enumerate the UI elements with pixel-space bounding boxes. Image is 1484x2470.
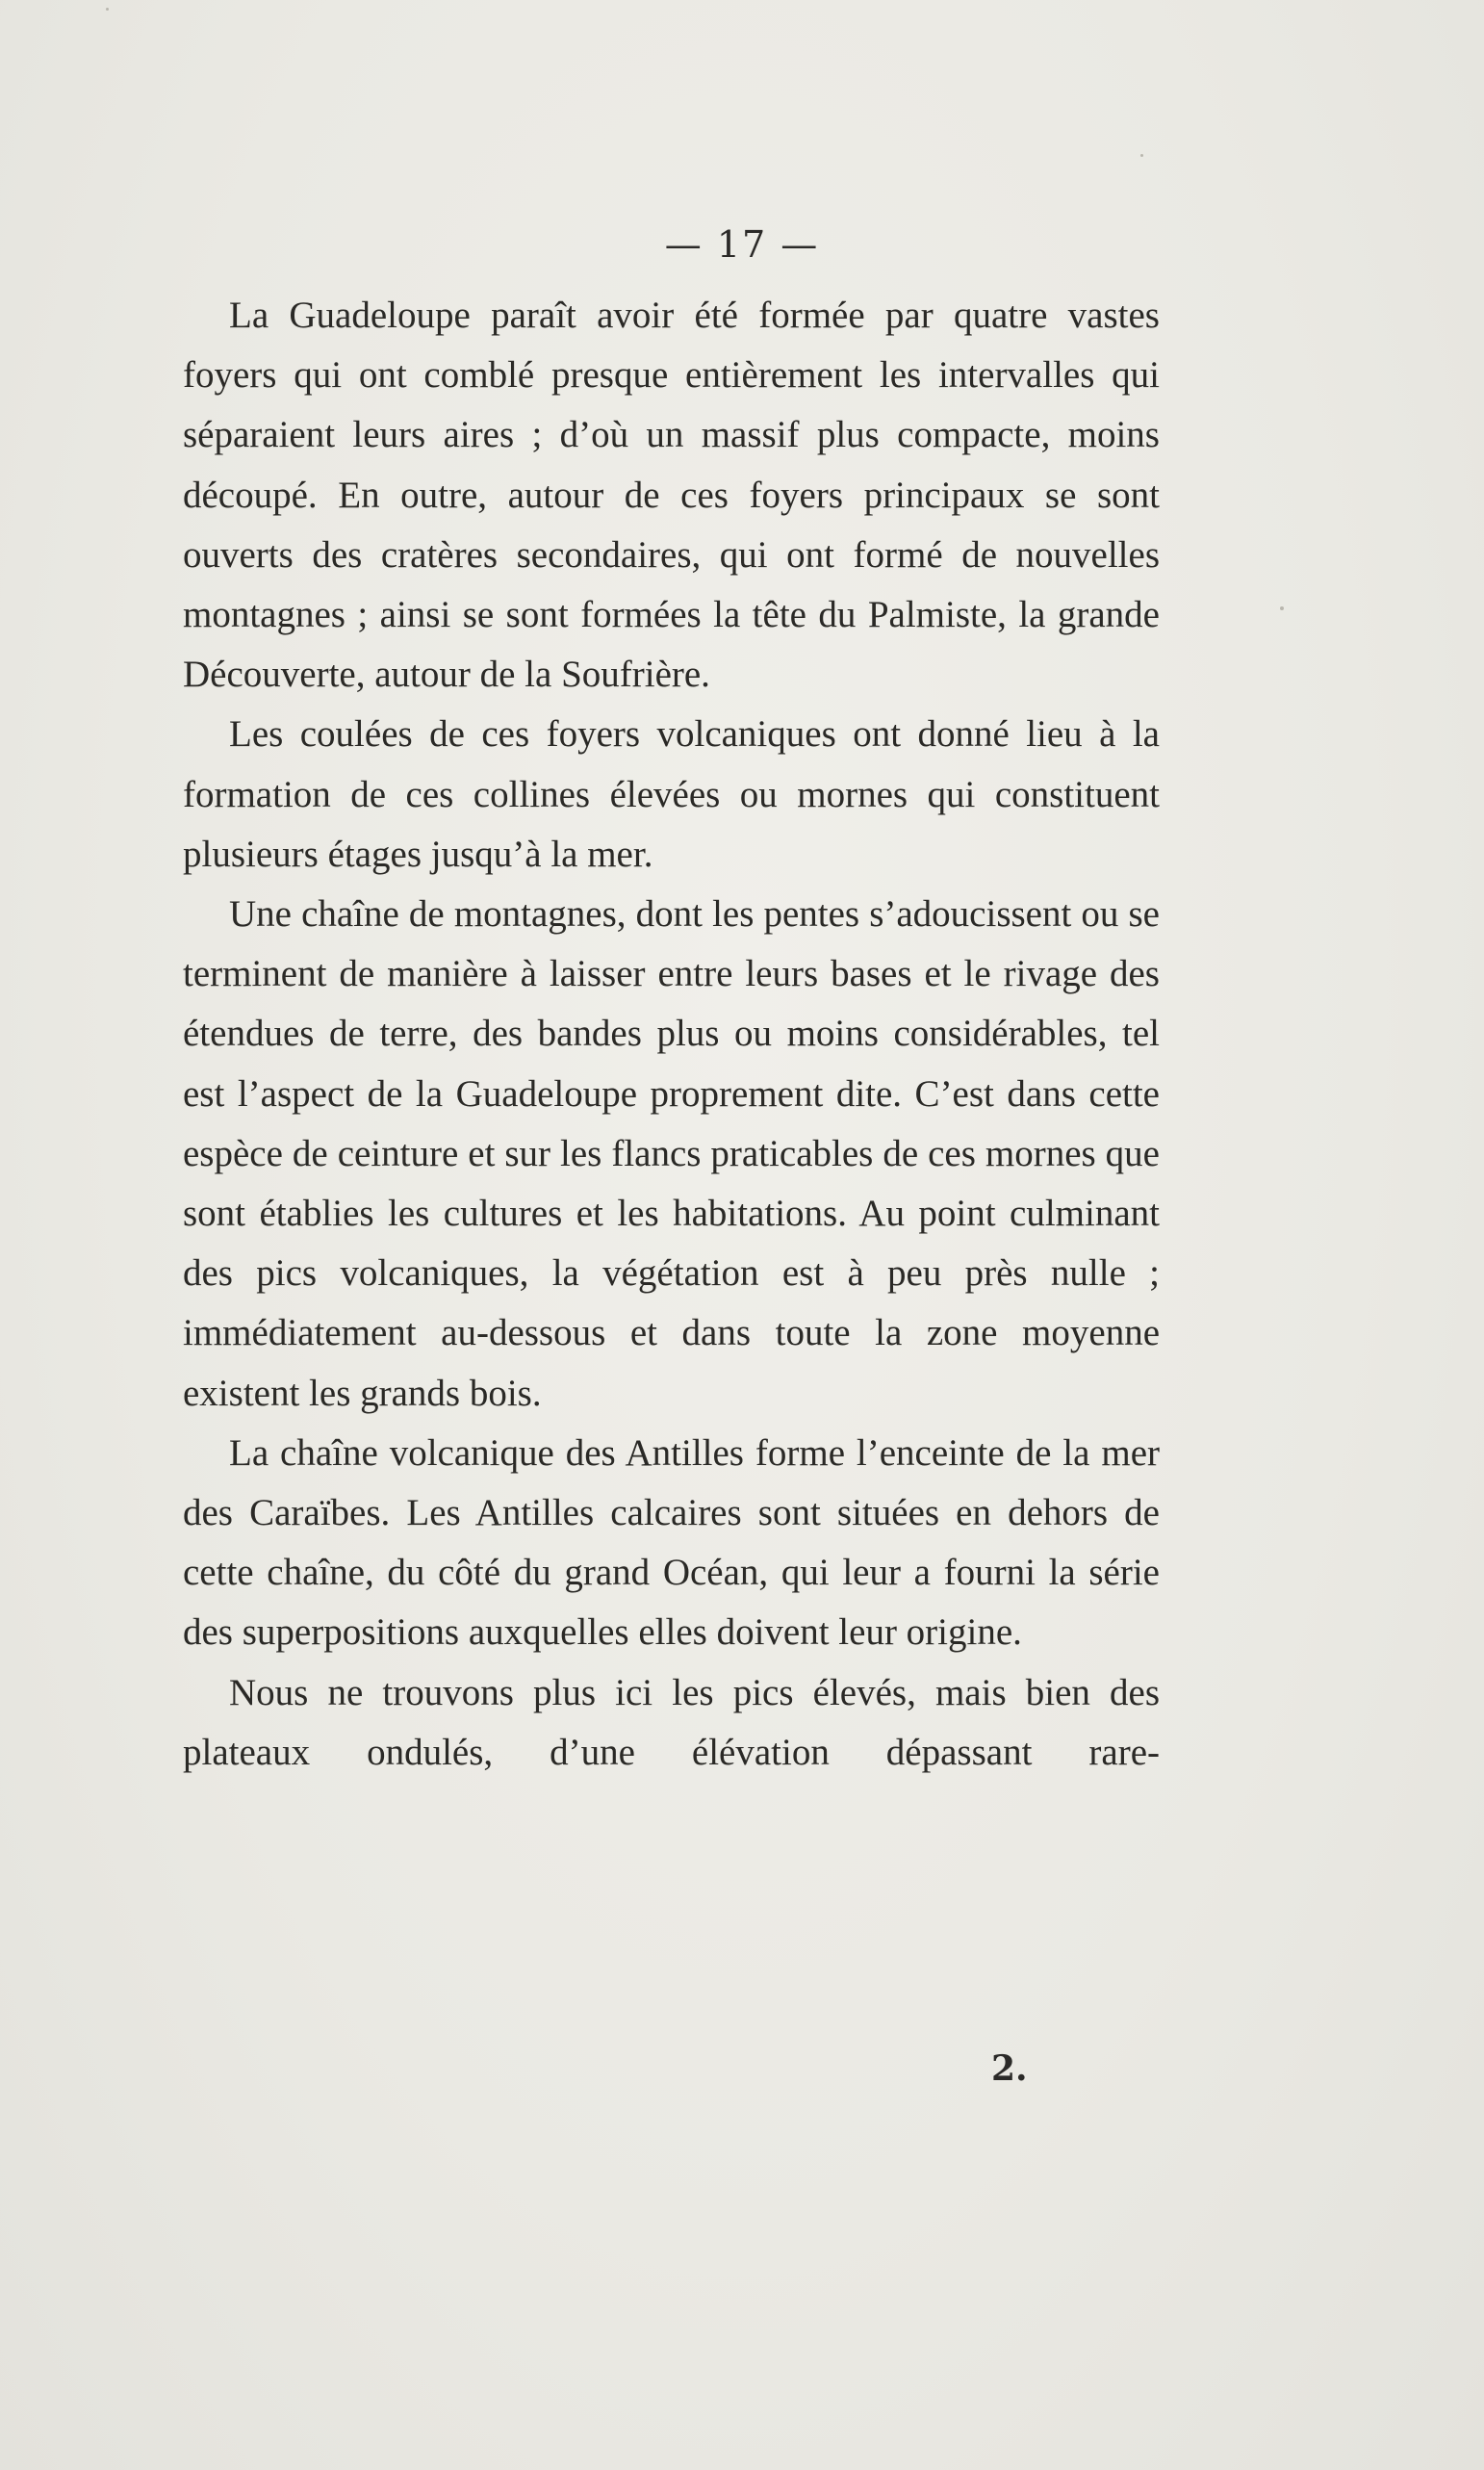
- page-number: — 17 —: [664, 223, 820, 266]
- paragraph: La Guadeloupe paraît avoir été formée par quatre vastes foyers qui ont comblé presque entièrement les intervalles qui séparaient leurs aires ; d’où un massif plus compacte, moins découpé. En outre, autour de ces foyers principaux se sont ouverts des cratères secondaires, qui ont formé de nouvelles montagnes ; ainsi se sont formées la tête du Palmiste, la grande Découverte, autour de la Soufrière.: [183, 295, 1160, 696]
- paragraph: Nous ne trouvons plus ici les pics élevés, mais bien des plateaux ondulés, d’une élévation dépassant rare-: [183, 1671, 1160, 1773]
- paragraph: Une chaîne de montagnes, dont les pentes s’adoucissent ou se terminent de manière à laisser entre leurs bases et le rivage des étendues de terre, des bandes plus ou moins considérables, tel est l’aspect de la Guadeloupe proprement dite. C’est dans cette espèce de ceinture et sur les flancs praticables de ces mornes que sont établies les cultures et les habitations. Au point culminant des pics volcaniques, la végétation est à peu près nulle ; immédiatement au-dessous et dans toute la zone moyenne existent les grands bois.: [183, 893, 1160, 1414]
- signature-mark: 2.: [991, 2048, 1028, 2089]
- paragraph: La chaîne volcanique des Antilles forme l’enceinte de la mer des Caraïbes. Les Antilles calcaires sont situées en dehors de cette chaîne, du côté du grand Océan, qui leur a fourni la série des superpositions auxquelles elles doivent leur origine.: [183, 1431, 1160, 1654]
- body-text: [183, 286, 1160, 1783]
- paper-speck: [1140, 154, 1143, 157]
- paragraph: Les coulées de ces foyers volcaniques ont donné lieu à la formation de ces collines élevées ou mornes qui constituent plusieurs étages jusqu’à la mer.: [183, 713, 1160, 875]
- paper-speck: [1280, 606, 1284, 610]
- paper-speck: [106, 8, 109, 11]
